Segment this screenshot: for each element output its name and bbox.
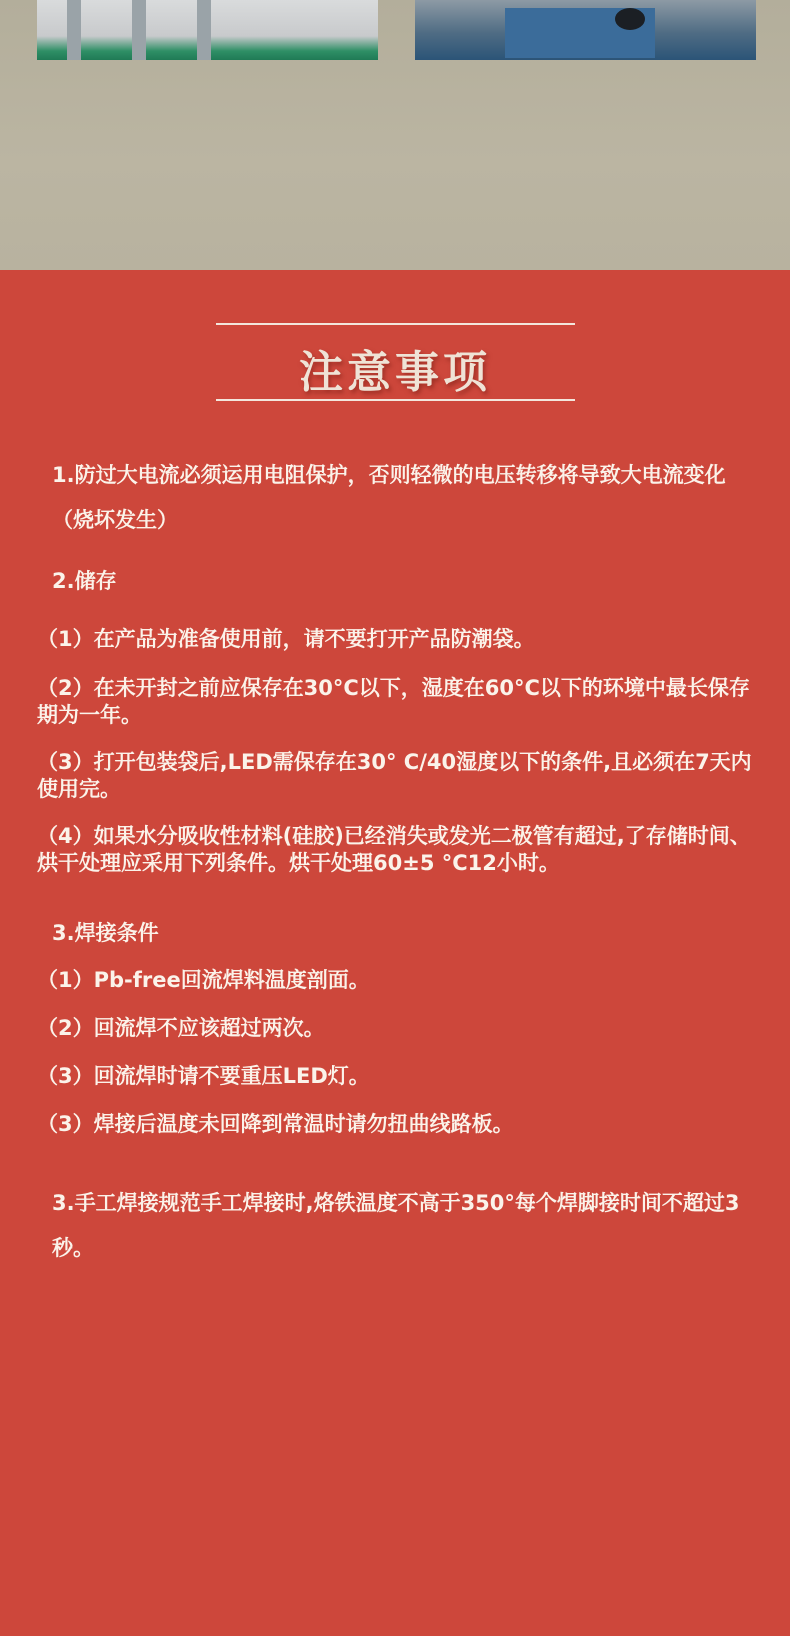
soldering-item: （1）Pb-free回流焊料温度剖面。 [37,968,370,992]
soldering-item: （3）焊接后温度未回降到常温时请勿扭曲线路板。 [37,1112,514,1136]
title-rule-top [216,323,575,325]
top-photo-band [0,0,790,270]
note-current-protection: 1.防过大电流必须运用电阻保护，否则轻微的电压转移将导致大电流变化（烧坏发生） [52,463,726,532]
title-rule-bottom [216,399,575,401]
soldering-heading: 3.焊接条件 [52,921,159,945]
storage-item: （3）打开包装袋后,LED需保存在30° C/40湿度以下的条件,且必须在7天内使用完。 [37,750,752,801]
storage-heading: 2.储存 [52,569,117,593]
soldering-item: （3）回流焊时请不要重压LED灯。 [37,1064,370,1088]
note-manual-soldering: 3.手工焊接规范手工焊接时,烙铁温度不高于350°每个焊脚接时间不超过3秒。 [52,1191,740,1260]
equipment-photo-left [37,0,378,60]
page-title: 注意事项 [299,347,491,398]
equipment-photo-right [415,0,756,60]
soldering-item: （2）回流焊不应该超过两次。 [37,1016,325,1040]
storage-item: （1）在产品为准备使用前，请不要打开产品防潮袋。 [37,627,535,651]
storage-item: （2）在未开封之前应保存在30°C以下，湿度在60°C以下的环境中最长保存期为一年。 [37,676,750,727]
storage-item: （4）如果水分吸收性材料(硅胶)已经消失或发光二极管有超过,了存储时间、烘干处理应采用下列条件。烘干处理60±5 °C12小时。 [37,824,751,875]
